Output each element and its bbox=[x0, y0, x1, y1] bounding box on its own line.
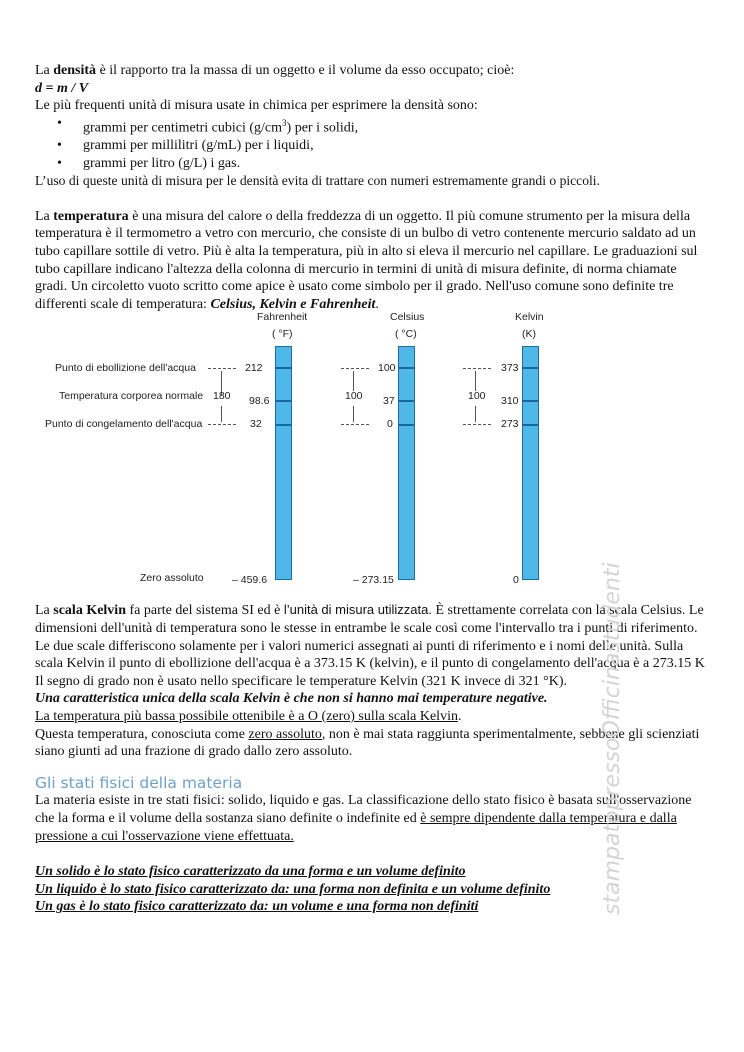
units-list bbox=[35, 115, 710, 172]
temperature-paragraph: La temperatura è una misura del calore o della freddezza di un oggetto. Il più comune strumento per la misura della temperatura è il termometro a vetro con mercurio, che consiste di un bulbo di vetro contenente mercurio saldato ad un tubo capillare sottile di vetro. Più è alta la temperatura, più in alto si eleva il mercurio nel capillare. Le graduazioni sul tubo capillare indicano l'altezza della colonna di mercurio in termini di unità di misura definite, di norma chiamate gradi. Un circoletto vuoto scritto come apice è usato come simbolo per il grado. Nell'uso comune sono definite tre differenti scale di temperatura: Celsius, Kelvin e Fahrenheit. bbox=[35, 208, 698, 312]
absolute-zero-note: Questa temperatura, conosciuta come zero assoluto, non è mai stata raggiunta sperimentalmente, sebbene gli scienziati siano giunti ad una frazione di grado dallo zero assoluto. bbox=[35, 726, 700, 760]
fahrenheit-absolute-zero: – 459.6 bbox=[232, 574, 268, 586]
celsius-body: 37 bbox=[383, 395, 395, 407]
units-intro: Le più frequenti unità di misura usate in chimica per esprimere la densità sono: bbox=[35, 98, 478, 114]
kelvin-difference: Le due scale differiscono solamente per i valori numerici assegnati ai punti di riferimento e i nomi delle unità. Sulla scala Kelvin il punto di ebollizione dell'acqua è a 373.15 K (kelvin), e il punto di congelamento dell'acqua è a 273.15 K bbox=[35, 638, 705, 672]
units-note: L’uso di queste unità di misura per le densità evita di trattare con numeri estremamente grandi o piccoli. bbox=[35, 173, 600, 189]
watermark: stampatopressoOfficinastudenti bbox=[600, 562, 625, 915]
list-item: • grammi per millilitri (g/mL) per i liquidi, bbox=[83, 137, 710, 155]
states-intro: La materia esiste in tre stati fisici: solido, liquido e gas. La classificazione dello stato fisico è basata sull'osservazione che la forma e il volume della sostanza siano definite o indefinite ed è sempre dipendente dalla temperatura e dalla pressione a cui l'osservazione viene effettuata. bbox=[35, 793, 692, 844]
list-item: • grammi per litro (g/L) i gas. bbox=[83, 155, 710, 173]
celsius-absolute-zero: – 273.15 bbox=[353, 574, 394, 586]
scale-unit-fahrenheit: ( °F) bbox=[272, 328, 293, 340]
kelvin-body: 310 bbox=[501, 395, 519, 407]
fahrenheit-thermometer bbox=[275, 346, 292, 580]
span-celsius: 100 bbox=[345, 390, 363, 402]
fahrenheit-boiling: 212 bbox=[245, 362, 263, 374]
scale-unit-celsius: ( °C) bbox=[395, 328, 417, 340]
kelvin-boiling: 373 bbox=[501, 362, 519, 374]
kelvin-freezing: 273 bbox=[501, 418, 519, 430]
kelvin-degree-note: Il segno di grado non è usato nello specificare le temperature Kelvin (321 K invece di 321 °K). bbox=[35, 673, 567, 689]
celsius-thermometer bbox=[398, 346, 415, 580]
kelvin-unique: Una caratteristica unica della scala Kelvin è che non si hanno mai temperature negative. bbox=[35, 691, 548, 707]
scale-unit-kelvin: (K) bbox=[522, 328, 536, 340]
scale-name-fahrenheit: Fahrenheit bbox=[257, 311, 308, 323]
row-label-body: Temperatura corporea normale bbox=[59, 390, 204, 402]
list-item: • grammi per centimetri cubici $(g/cm^3)$ per i solidi, bbox=[83, 115, 710, 137]
span-fahrenheit: 180 bbox=[213, 390, 231, 402]
scale-name-celsius: Celsius bbox=[390, 311, 425, 323]
row-label-boiling: Punto di ebollizione dell'acqua bbox=[55, 362, 196, 374]
kelvin-absolute-zero: 0 bbox=[513, 574, 519, 586]
kelvin-paragraph: La scala Kelvin fa parte del sistema SI ed è l’unità di misura utilizzata. È strettamente correlata con la scala Celsius. Le dimensioni dell'unità di temperatura sono le stesse in entrambe le scale così come l'intervallo tra i punti di riferimento. bbox=[35, 602, 704, 636]
kelvin-thermometer bbox=[522, 346, 539, 580]
span-kelvin: 100 bbox=[468, 390, 486, 402]
temperature-scales-diagram bbox=[35, 308, 595, 593]
fahrenheit-freezing: 32 bbox=[250, 418, 262, 430]
density-definition: La densità è il rapporto tra la massa di un oggetto e il volume da esso occupato; cioè: bbox=[35, 63, 515, 78]
row-label-freezing: Punto di congelamento dell'acqua bbox=[45, 418, 203, 430]
state-liquid: Un liquido è lo stato fisico caratterizzato da: una forma non definita e un volume definito bbox=[35, 881, 551, 897]
kelvin-lowest: La temperatura più bassa possibile ottenibile è a O (zero) sulla scala Kelvin. bbox=[35, 708, 462, 724]
row-label-absolute-zero: Zero assoluto bbox=[140, 572, 204, 584]
state-gas: Un gas è lo stato fisico caratterizzato da: un volume e una forma non definiti bbox=[35, 899, 479, 915]
state-solid: Un solido è lo stato fisico caratterizzato da una forma e un volume definito bbox=[35, 864, 466, 880]
celsius-freezing: 0 bbox=[387, 418, 393, 430]
density-formula: d = m / V bbox=[35, 80, 89, 96]
section-heading: Gli stati fisici della materia bbox=[35, 773, 243, 792]
scale-name-kelvin: Kelvin bbox=[515, 311, 544, 323]
fahrenheit-body: 98.6 bbox=[249, 395, 270, 407]
celsius-boiling: 100 bbox=[378, 362, 396, 374]
